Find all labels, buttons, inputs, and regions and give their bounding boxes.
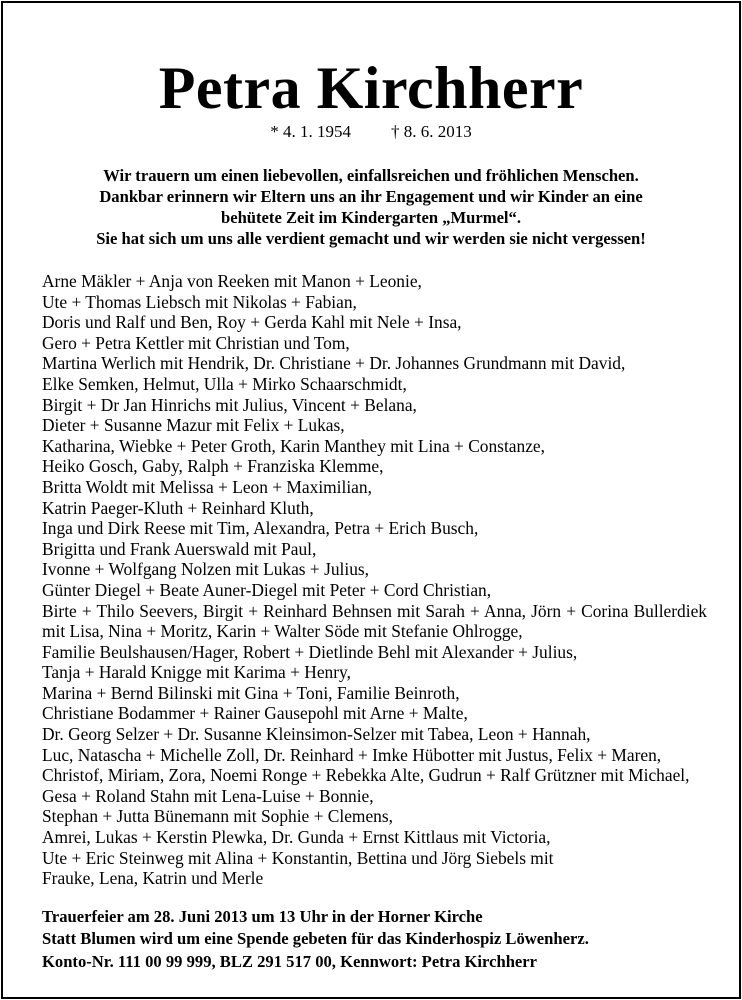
intro-text [23,165,719,249]
life-dates [3,121,739,143]
signatory-line: Dr. Georg Selzer + Dr. Susanne Kleinsimon-Selzer mit Tabea, Leon + Hannah, [42,724,591,745]
signatory-line: Elke Semken, Helmut, Ulla + Mirko Schaarschmidt, [42,373,407,394]
deceased-name: Petra Kirchherr [158,55,584,121]
obituary-notice [1,1,741,999]
signatory-line: Tanja + Harald Knigge mit Karima + Henry, [42,662,351,683]
signatory-line: Martina Werlich mit Hendrik, Dr. Christiane + Dr. Johannes Grundmann mit David, [42,353,626,374]
signatory-line: Ute + Eric Steinweg mit Alina + Konstantin, Bettina und Jörg Siebels mit [42,847,554,868]
signatory-line: Dieter + Susanne Mazur mit Felix + Lukas, [42,415,345,436]
signatory-line: Günter Diegel + Beate Auner-Diegel mit Peter + Cord Christian, [42,579,492,600]
signatory-line: Birte + Thilo Seevers, Birgit + Reinhard Behnsen mit Sarah + Anna, Jörn + Corina Bullerdiek [42,600,707,621]
intro-line: Dankbar erinnern wir Eltern uns an ihr Engagement und wir Kinder an eine [99,187,643,206]
signatory-line: Heiko Gosch, Gaby, Ralph + Franziska Klemme, [42,456,384,477]
birth-date: * 4. 1. 1954 [270,122,351,141]
signatory-line: Christof, Miriam, Zora, Noemi Ronge + Rebekka Alte, Gudrun + Ralf Grützner mit Michael, [42,765,690,786]
signatory-line: Britta Woldt mit Melissa + Leon + Maximilian, [42,476,372,497]
signatory-line: Marina + Bernd Bilinski mit Gina + Toni, Familie Beinroth, [42,682,460,703]
signatory-line: Frauke, Lena, Katrin und Merle [42,868,264,889]
signatories-list [42,271,707,889]
signatory-line: Ivonne + Wolfgang Nolzen mit Lukas + Julius, [42,559,370,580]
signatory-line: Gesa + Roland Stahn mit Lena-Luise + Bonnie, [42,785,374,806]
signatory-line: Brigitta und Frank Auerswald mit Paul, [42,538,317,559]
donation-line: Statt Blumen wird um eine Spende gebeten für das Kinderhospiz Löwenherz. [42,929,589,949]
signatory-line: Katharina, Wiebke + Peter Groth, Karin Manthey mit Lina + Constanze, [42,435,545,456]
death-date: † 8. 6. 2013 [391,122,472,141]
signatory-line: Doris und Ralf und Ben, Roy + Gerda Kahl mit Nele + Insa, [42,312,462,333]
signatory-line: Birgit + Dr Jan Hinrichs mit Julius, Vincent + Belana, [42,394,417,415]
signatory-line: Amrei, Lukas + Kerstin Plewka, Dr. Gunda + Ernst Kittlaus mit Victoria, [42,827,551,848]
signatory-line: Familie Beulshausen/Hager, Robert + Dietlinde Behl mit Alexander + Julius, [42,641,578,662]
signatory-line: Katrin Paeger-Kluth + Reinhard Kluth, [42,497,314,518]
intro-line: behütete Zeit im Kindergarten „Murmel“. [220,208,521,227]
signatory-line: Christiane Bodammer + Rainer Gausepohl mit Arne + Malte, [42,703,468,724]
signatory-line: Stephan + Jutta Bünemann mit Sophie + Clemens, [42,806,393,827]
bank-details-line: Konto-Nr. 111 00 99 999, BLZ 291 517 00, Kennwort: Petra Kirchherr [42,951,538,971]
intro-line: Sie hat sich um uns alle verdient gemacht und wir werden sie nicht vergessen! [96,229,646,248]
funeral-service-line: Trauerfeier am 28. Juni 2013 um 13 Uhr in der Horner Kirche [42,907,483,926]
signatory-line: Arne Mäkler + Anja von Reeken mit Manon + Leonie, [42,271,422,291]
signatory-line: Inga und Dirk Reese mit Tim, Alexandra, Petra + Erich Busch, [42,518,479,539]
funeral-info [42,906,722,973]
signatory-line: Gero + Petra Kettler mit Christian und Tom, [42,332,350,353]
signatory-line: Ute + Thomas Liebsch mit Nikolas + Fabian, [42,291,357,312]
intro-line: Wir trauern um einen liebevollen, einfallsreichen und fröhlichen Menschen. [103,166,639,185]
signatory-line: Luc, Natascha + Michelle Zoll, Dr. Reinhard + Imke Hübotter mit Justus, Felix + Maren, [42,744,662,765]
signatory-line: mit Lisa, Nina + Moritz, Karin + Walter Söde mit Stefanie Ohlrogge, [42,621,523,642]
